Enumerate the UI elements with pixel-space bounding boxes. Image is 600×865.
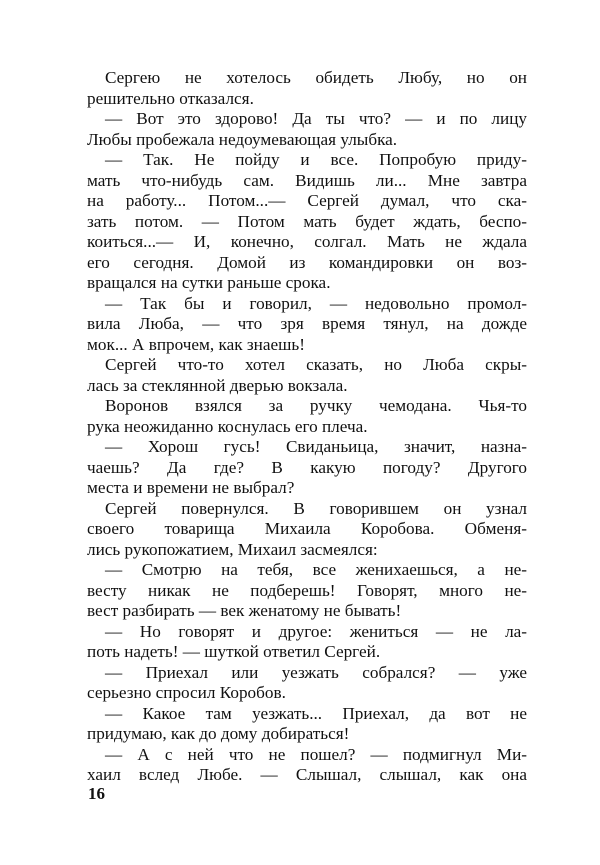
text-line: поть надеть! — шуткой ответил Сергей. — [87, 642, 381, 661]
text-line: Любы пробежала недоумевающая улыбка. — [87, 129, 398, 149]
text-line: — Хорош гусь! Свиданьица, значит, назна- — [105, 437, 527, 456]
text-line: Сергей повернулся. В говорившем он узнал — [105, 498, 527, 518]
text-line: — Так бы и говорил, — недовольно промол- — [105, 293, 527, 313]
text-line: коиться...— И, конечно, солгал. Мать не ждала — [87, 232, 527, 251]
text-line: — Какое там уезжать... Приехал, да вот не — [105, 703, 527, 723]
text-line: его сегодня. Домой из командировки он воз- — [87, 252, 527, 272]
text-line: — Так. Не пойду и все. Попробую приду- — [105, 150, 527, 169]
text-line: — А с ней что не пошел? — подмигнул Ми- — [105, 744, 527, 764]
text-line: хаил вслед Любе. — Слышал, слышал, как она — [87, 765, 527, 784]
text-line: придумаю, как до дому добираться! — [87, 724, 350, 743]
text-line: чаешь? Да где? В какую погоду? Другого — [87, 457, 527, 477]
text-line: весту никак не подберешь! Говорят, много не- — [87, 580, 527, 600]
text-line: вила Люба, — что зря время тянул, на дожде — [87, 314, 527, 333]
text-line: места и времени не выбрал? — [87, 478, 295, 497]
text-line: — Но говорят и другое: жениться — не ла- — [105, 621, 527, 641]
text-line: мок... А впрочем, как знаешь! — [87, 334, 305, 354]
page-number: 16 — [88, 784, 105, 803]
text-line: Воронов взялся за ручку чемодана. Чья-то — [105, 396, 527, 415]
text-line: мать что-нибудь сам. Видишь ли... Мне завтра — [87, 170, 527, 190]
text-line: вест разбирать — век женатому не бывать! — [87, 601, 402, 620]
text-line: зать потом. — Потом мать будет ждать, беспо- — [87, 211, 527, 231]
text-line: лась за стеклянной дверью вокзала. — [87, 375, 348, 395]
text-line: решительно отказался. — [87, 88, 254, 108]
text-line: Сергею не хотелось обидеть Любу, но он — [105, 68, 527, 87]
text-line: — Вот это здорово! Да ты что? — и по лицу — [105, 109, 527, 128]
text-line: лись рукопожатием, Михаил засмеялся: — [87, 539, 378, 559]
text-line: рука неожиданно коснулась его плеча. — [87, 416, 368, 436]
text-line: Сергей что-то хотел сказать, но Люба скры- — [105, 355, 527, 374]
text-line: — Приехал или уезжать собрался? — уже — [105, 662, 527, 682]
text-line: серьезно спросил Коробов. — [87, 683, 286, 702]
text-line: вращался на сутки раньше срока. — [87, 273, 331, 292]
text-line: — Смотрю на тебя, все женихаешься, а не- — [105, 560, 527, 579]
text-line: на работу... Потом...— Сергей думал, что ска- — [87, 191, 527, 210]
text-line: своего товарища Михаила Коробова. Обменя- — [87, 519, 527, 538]
body-text — [87, 68, 527, 786]
